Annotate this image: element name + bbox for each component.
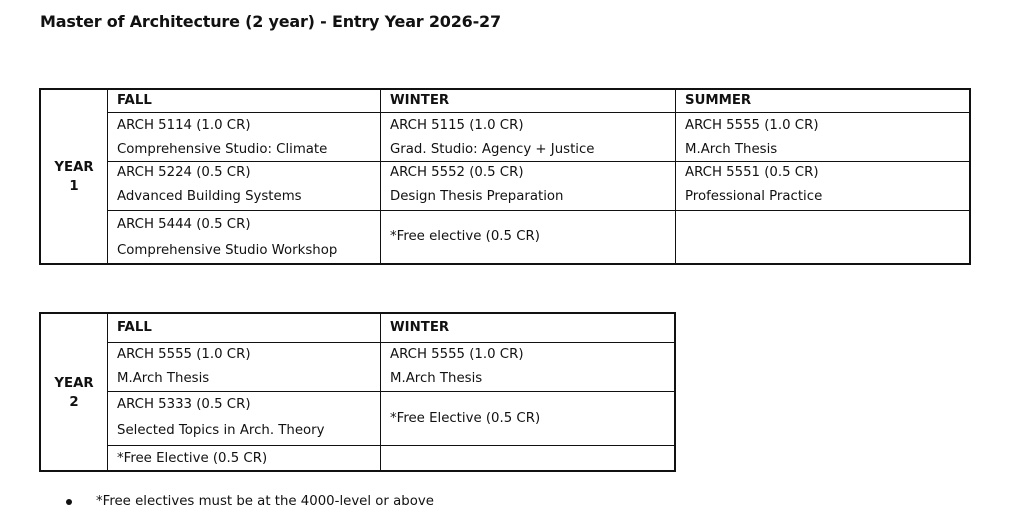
- footnote-text: *Free electives must be at the 4000-level or above: [96, 494, 434, 509]
- course-cell: ARCH 5115 (1.0 CR) Grad. Studio: Agency + Justice: [390, 118, 595, 157]
- page-title: Master of Architecture (2 year) - Entry Year 2026-27: [40, 12, 501, 31]
- empty-cell: [677, 211, 685, 263]
- elective-cell: *Free elective (0.5 CR): [390, 229, 540, 244]
- course-cell: ARCH 5555 (1.0 CR) M.Arch Thesis: [685, 118, 819, 157]
- footnote: [66, 494, 434, 509]
- header-fall: FALL: [117, 320, 152, 335]
- year-1-table: [39, 88, 971, 265]
- course-cell: ARCH 5224 (0.5 CR) Advanced Building Systems: [117, 165, 302, 204]
- course-cell: ARCH 5333 (0.5 CR) Selected Topics in Arch. Theory: [117, 397, 325, 438]
- header-summer: SUMMER: [685, 93, 752, 108]
- elective-cell: *Free Elective (0.5 CR): [117, 451, 268, 466]
- bullet-icon: [66, 499, 72, 505]
- course-cell: ARCH 5552 (0.5 CR) Design Thesis Preparation: [390, 165, 564, 204]
- course-cell: ARCH 5444 (0.5 CR) Comprehensive Studio Workshop: [117, 217, 338, 258]
- year-2-label: YEAR 2: [54, 376, 94, 410]
- year-1-label: YEAR 1: [54, 160, 94, 194]
- header-fall: FALL: [117, 93, 152, 108]
- course-cell: ARCH 5551 (0.5 CR) Professional Practice: [685, 165, 823, 204]
- course-cell: ARCH 5555 (1.0 CR) M.Arch Thesis: [390, 347, 524, 386]
- course-cell: ARCH 5555 (1.0 CR) M.Arch Thesis: [117, 347, 251, 386]
- header-winter: WINTER: [390, 320, 450, 335]
- course-cell: ARCH 5114 (1.0 CR) Comprehensive Studio: Climate: [117, 118, 328, 157]
- header-winter: WINTER: [390, 93, 450, 108]
- year-2-table: [39, 312, 676, 472]
- elective-cell: *Free Elective (0.5 CR): [390, 410, 541, 426]
